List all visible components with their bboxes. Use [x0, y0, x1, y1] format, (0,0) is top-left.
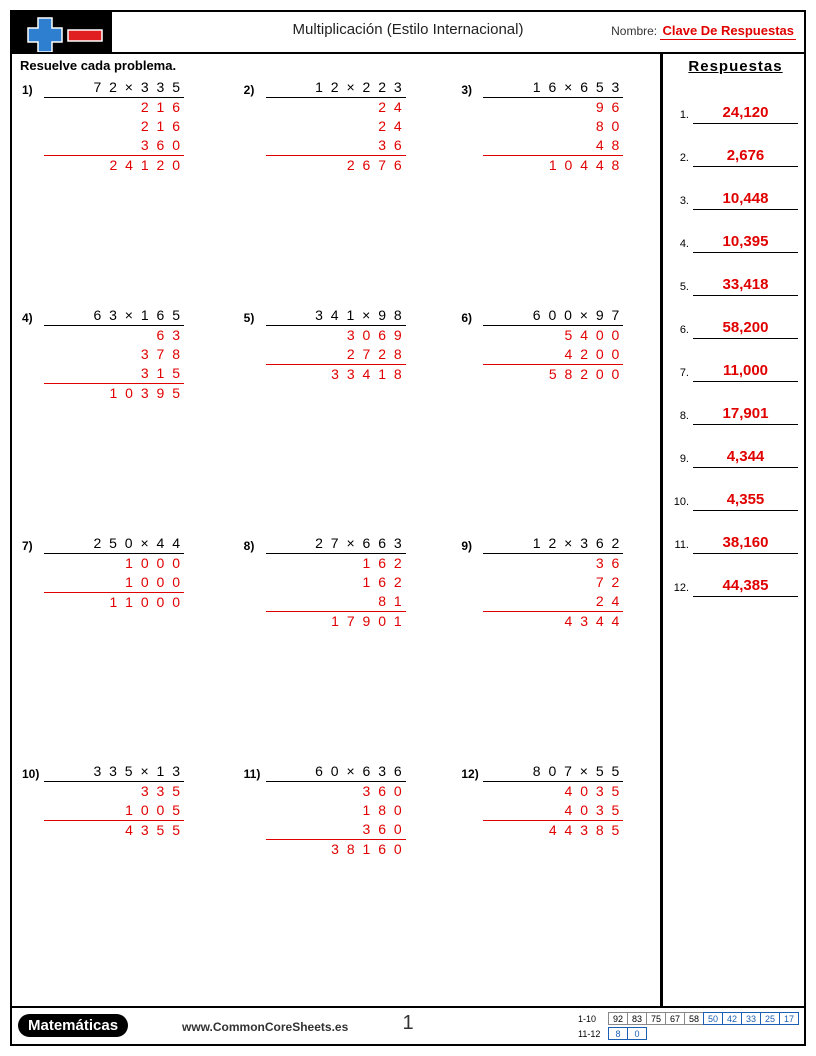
partial-product: 1 8 0 [362, 802, 404, 818]
answer-index: 5. [679, 281, 689, 293]
name-field-group [611, 23, 796, 38]
answer-value: 33,418 [693, 276, 798, 296]
problem-cell [16, 759, 230, 987]
scale-row [578, 1027, 798, 1040]
partial-product: 7 2 [595, 574, 622, 590]
answer-index: 6. [679, 324, 689, 336]
problem-expression: 2 7 × 6 6 3 [266, 535, 406, 554]
problem-work [44, 79, 184, 175]
scale-value: 25 [760, 1012, 780, 1025]
scale-value: 0 [627, 1027, 647, 1040]
problem-work [483, 763, 623, 840]
answer-row [667, 167, 804, 210]
partial-product: 4 2 0 0 [483, 345, 623, 365]
problem-expression: 2 5 0 × 4 4 [44, 535, 184, 554]
problem-total: 3 8 1 6 0 [331, 841, 404, 857]
answer-row [667, 124, 804, 167]
problem-cell [443, 303, 657, 531]
answers-list [667, 81, 804, 597]
partial-product: 3 0 6 9 [346, 327, 404, 343]
problem-cell [16, 531, 230, 759]
problem-total: 2 4 1 2 0 [109, 157, 182, 173]
name-label: Nombre: [611, 24, 658, 38]
answer-value: 2,676 [693, 147, 798, 167]
partial-product: 3 1 5 [44, 364, 184, 384]
problems-grid [12, 75, 657, 987]
answer-index: 11. [674, 539, 689, 551]
brand-badge: Matemáticas [18, 1014, 128, 1037]
partial-product: 3 3 5 [140, 783, 182, 799]
partial-product: 3 6 0 [362, 783, 404, 799]
problems-column [12, 54, 657, 1006]
answer-index: 9. [679, 453, 689, 465]
problem-total: 1 7 9 0 1 [331, 613, 404, 629]
answer-index: 8. [679, 410, 689, 422]
problem-work [483, 535, 623, 631]
answer-row [667, 296, 804, 339]
problem-expression: 8 0 7 × 5 5 [483, 763, 623, 782]
problem-expression: 1 6 × 6 5 3 [483, 79, 623, 98]
scale-value: 33 [741, 1012, 761, 1025]
scale-value: 75 [646, 1012, 666, 1025]
partial-product: 3 6 0 [266, 820, 406, 840]
partial-product: 2 4 [483, 592, 623, 612]
answer-row [667, 210, 804, 253]
answer-value: 10,395 [693, 233, 798, 253]
problem-number: 6) [461, 311, 473, 325]
problem-total: 2 6 7 6 [346, 157, 404, 173]
partial-product: 8 0 [595, 118, 622, 134]
scale-value: 17 [779, 1012, 799, 1025]
problem-total: 1 0 4 4 8 [548, 157, 622, 173]
scale-value: 50 [703, 1012, 723, 1025]
answer-row [667, 468, 804, 511]
problem-expression: 6 3 × 1 6 5 [44, 307, 184, 326]
answer-value: 4,344 [693, 448, 798, 468]
partial-product: 3 6 [266, 136, 406, 156]
problem-expression: 1 2 × 2 2 3 [266, 79, 406, 98]
problem-total: 4 3 4 4 [564, 613, 622, 629]
answer-index: 4. [679, 238, 689, 250]
partial-product: 3 7 8 [140, 346, 182, 362]
partial-product: 4 0 3 5 [564, 783, 622, 799]
answer-value: 44,385 [693, 577, 798, 597]
problem-total: 1 0 3 9 5 [109, 385, 182, 401]
problem-number: 7) [22, 539, 33, 553]
answer-index: 12. [673, 582, 689, 594]
answer-index: 1. [679, 109, 689, 121]
page-number: 1 [402, 1012, 414, 1034]
partial-product: 2 1 6 [140, 118, 182, 134]
partial-product: 9 6 [595, 99, 622, 115]
problem-cell [16, 75, 230, 303]
problem-cell [230, 75, 444, 303]
problem-total: 4 4 3 8 5 [548, 822, 622, 838]
problem-work [266, 79, 406, 175]
answer-value: 58,200 [693, 319, 798, 339]
answer-value: 4,355 [693, 491, 798, 511]
problem-number: 1) [22, 83, 33, 97]
page-header [12, 12, 804, 54]
problem-cell [230, 303, 444, 531]
problem-number: 10) [22, 767, 40, 781]
problem-number: 9) [461, 539, 473, 553]
scale-range-label: 11-12 [578, 1028, 601, 1039]
answer-value: 10,448 [693, 190, 798, 210]
problem-total: 4 3 5 5 [125, 822, 182, 838]
problem-row [16, 531, 657, 759]
problem-cell [230, 531, 444, 759]
answer-value: 24,120 [693, 104, 798, 124]
instructions-text: Resuelve cada problema. [20, 58, 177, 73]
problem-number: 5) [243, 311, 255, 325]
problem-total: 3 3 4 1 8 [331, 366, 404, 382]
worksheet-page [10, 10, 806, 1046]
problem-work [266, 307, 406, 384]
answer-row [667, 425, 804, 468]
answer-row [667, 253, 804, 296]
problem-number: 4) [22, 311, 33, 325]
problem-number: 12) [461, 767, 479, 781]
problem-cell [443, 759, 657, 987]
problem-total: 1 1 0 0 0 [109, 594, 182, 610]
answer-row [667, 554, 804, 597]
partial-product: 3 6 0 [44, 136, 184, 156]
problem-work [483, 307, 623, 384]
website-url: www.CommonCoreSheets.es [182, 1020, 349, 1034]
answer-row [667, 382, 804, 425]
partial-product: 2 7 2 8 [266, 345, 406, 365]
answer-value: 38,160 [693, 534, 798, 554]
page-body [12, 54, 804, 1006]
answer-value: 11,000 [693, 362, 798, 382]
partial-product: 1 0 0 5 [44, 801, 184, 821]
problem-expression: 7 2 × 3 3 5 [44, 79, 184, 98]
problem-work [266, 535, 406, 631]
scale-value: 8 [608, 1027, 628, 1040]
answer-row [667, 339, 804, 382]
problem-work [44, 763, 184, 840]
answer-index: 2. [679, 152, 689, 164]
partial-product: 1 6 2 [362, 555, 404, 571]
problem-expression: 1 2 × 3 6 2 [483, 535, 623, 554]
problem-work [44, 535, 184, 612]
problem-expression: 6 0 × 6 3 6 [266, 763, 406, 782]
partial-product: 2 4 [378, 118, 404, 134]
answer-index: 3. [679, 195, 689, 207]
partial-product: 4 8 [483, 136, 623, 156]
problem-expression: 3 3 5 × 1 3 [44, 763, 184, 782]
problem-work [483, 79, 623, 175]
partial-product: 2 1 6 [140, 99, 182, 115]
problem-cell [230, 759, 444, 987]
problem-number: 8) [243, 539, 255, 553]
partial-product: 4 0 3 5 [483, 801, 623, 821]
scale-value: 92 [608, 1012, 628, 1025]
problem-number: 2) [243, 83, 255, 97]
scale-value: 67 [665, 1012, 685, 1025]
answer-row [667, 81, 804, 124]
problem-number: 3) [461, 83, 473, 97]
problem-number: 11) [243, 767, 261, 781]
partial-product: 6 3 [156, 327, 182, 343]
partial-product: 1 6 2 [362, 574, 404, 590]
partial-product: 5 4 0 0 [564, 327, 622, 343]
answer-index: 10. [673, 496, 689, 508]
answers-column [667, 54, 804, 1006]
grading-scale [578, 1012, 798, 1042]
problem-total: 5 8 2 0 0 [548, 366, 622, 382]
page-title: Multiplicación (Estilo Internacional) [292, 21, 524, 38]
scale-row [578, 1012, 798, 1025]
answer-value: 17,901 [693, 405, 798, 425]
problem-expression: 6 0 0 × 9 7 [483, 307, 623, 326]
answers-title: Respuestas [688, 58, 783, 75]
problem-work [44, 307, 184, 403]
answer-row [667, 511, 804, 554]
partial-product: 8 1 [266, 592, 406, 612]
partial-product: 1 0 0 0 [44, 573, 184, 593]
problem-row [16, 759, 657, 987]
partial-product: 3 6 [595, 555, 622, 571]
answer-key-badge: Clave De Respuestas [662, 23, 794, 38]
problem-expression: 3 4 1 × 9 8 [266, 307, 406, 326]
scale-value: 83 [627, 1012, 647, 1025]
problem-work [266, 763, 406, 859]
answer-index: 7. [679, 367, 689, 379]
problem-row [16, 303, 657, 531]
page-footer [12, 1006, 804, 1046]
scale-range-label: 1-10 [578, 1013, 597, 1024]
scale-value: 42 [722, 1012, 742, 1025]
column-divider [660, 54, 663, 1006]
problem-cell [443, 531, 657, 759]
partial-product: 1 0 0 0 [125, 555, 182, 571]
problem-row [16, 75, 657, 303]
problem-cell [443, 75, 657, 303]
partial-product: 2 4 [378, 99, 404, 115]
problem-cell [16, 303, 230, 531]
scale-value: 58 [684, 1012, 704, 1025]
